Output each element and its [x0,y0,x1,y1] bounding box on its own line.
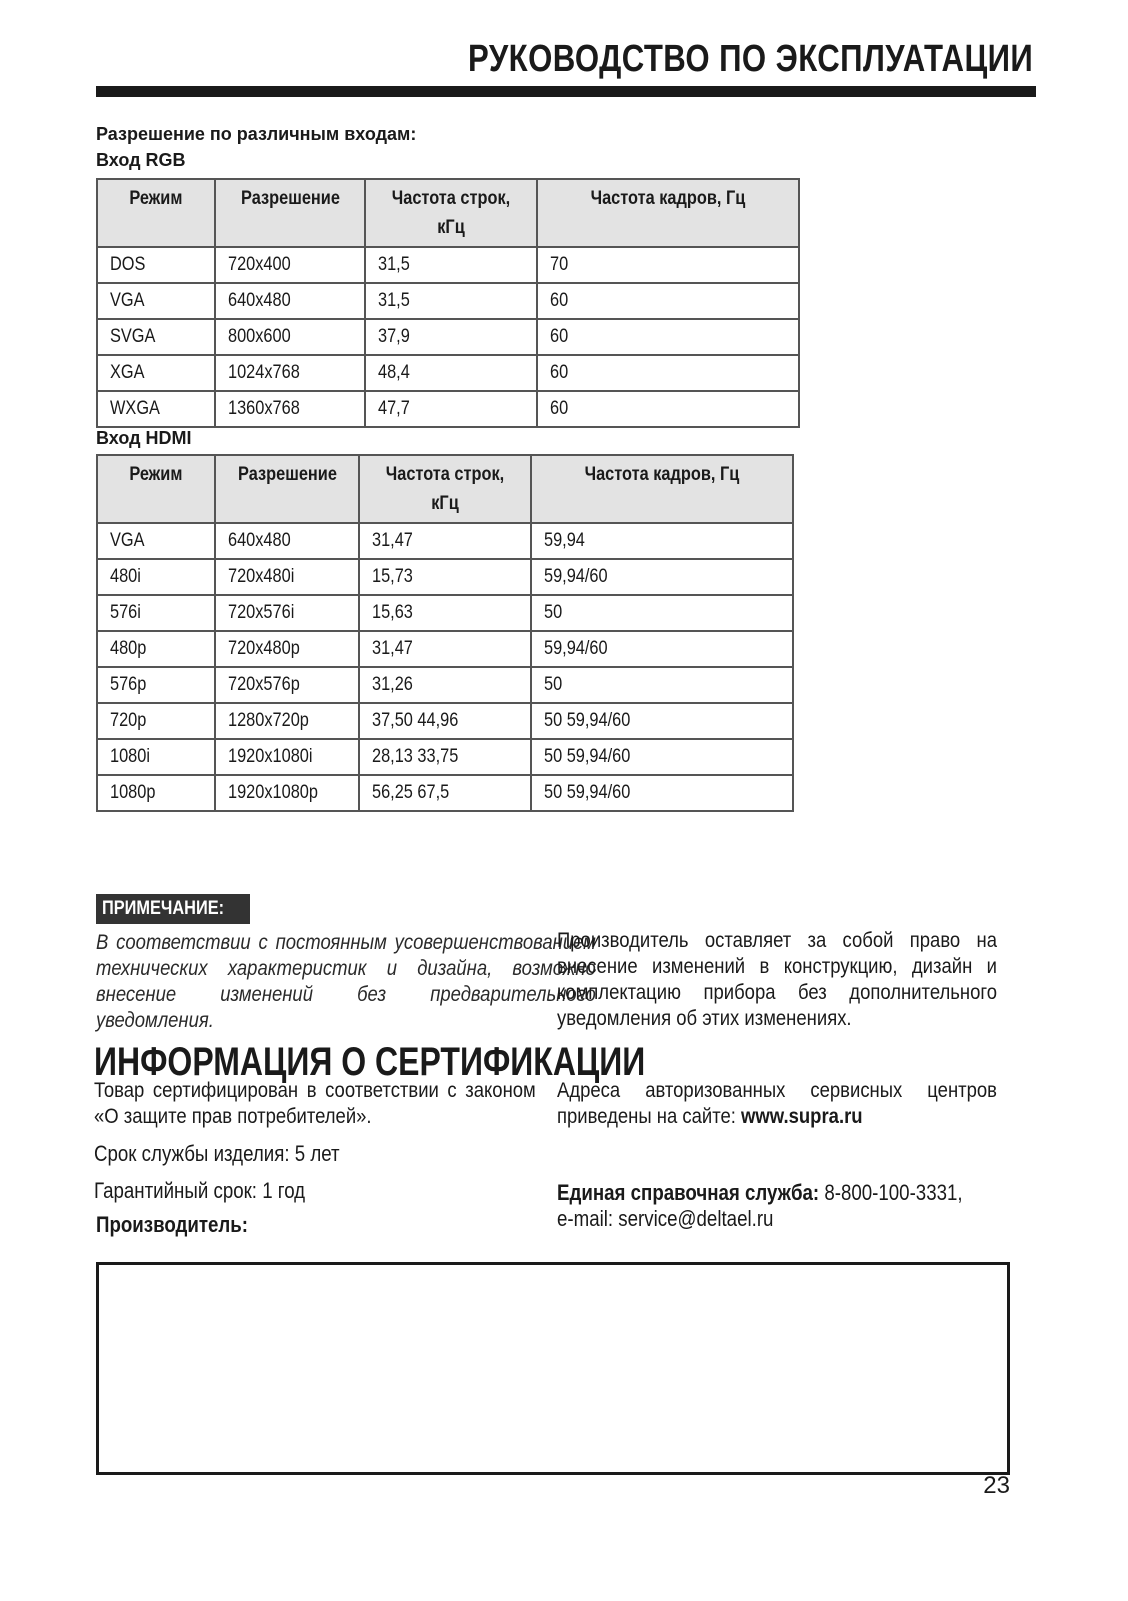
cell-line-frequency: 31,47 [359,523,531,559]
cell-resolution: 800x600 [215,319,365,355]
cell-resolution: 1920x1080p [215,775,359,811]
table-row [97,595,793,631]
cell-frame-rate: 60 [537,391,799,427]
warranty-period: Гарантийный срок: 1 год [94,1178,306,1203]
column-header-frame-rate: Частота кадров, Гц [531,455,793,523]
cell-mode: 1080p [97,775,215,811]
rgb-resolution-table [96,178,800,428]
column-header-line-frequency: Частота строк, кГц [359,455,531,523]
cell-frame-rate: 60 [537,355,799,391]
cell-mode: 576i [97,595,215,631]
service-life: Срок службы изделия: 5 лет [94,1141,340,1166]
cell-resolution: 720x400 [215,247,365,283]
table-header-row [97,455,793,523]
cell-mode: WXGA [97,391,215,427]
table-row [97,523,793,559]
cell-line-frequency: 37,50 44,96 [359,703,531,739]
column-header-frame-rate: Частота кадров, Гц [537,179,799,247]
cell-frame-rate: 50 59,94/60 [531,739,793,775]
hdmi-caption: Вход HDMI [96,428,192,448]
cell-resolution: 1360x768 [215,391,365,427]
hdmi-resolution-table [96,454,794,812]
table-row [97,391,799,427]
manufacturer-info-box [96,1262,1010,1475]
cell-line-frequency: 56,25 67,5 [359,775,531,811]
cell-line-frequency: 31,5 [365,283,537,319]
note-label: ПРИМЕЧАНИЕ: [96,894,250,924]
table-row [97,319,799,355]
table-row [97,559,793,595]
cell-mode: DOS [97,247,215,283]
helpline [557,1180,963,1206]
table-row [97,355,799,391]
table-row [97,775,793,811]
page-number: 23 [983,1472,1010,1499]
cell-frame-rate: 50 59,94/60 [531,703,793,739]
cell-resolution: 720x480i [215,559,359,595]
certified-text: Товар сертифицирован в соответствии с законом «О защите прав потребителей». [94,1079,536,1128]
cell-resolution: 1280x720p [215,703,359,739]
note-right-text: Производитель оставляет за собой право на внесение изменений в конструкцию, дизайн и комплектацию прибора без дополнительного уведомления об этих изменениях. [557,929,997,1030]
table-row [97,631,793,667]
certification-title: ИНФОРМАЦИЯ О СЕРТИФИКАЦИИ [94,1040,646,1084]
cell-resolution: 640x480 [215,523,359,559]
table-header-row [97,179,799,247]
cell-line-frequency: 31,5 [365,247,537,283]
cell-mode: 480i [97,559,215,595]
cell-line-frequency: 15,73 [359,559,531,595]
cell-frame-rate: 50 59,94/60 [531,775,793,811]
table-row [97,283,799,319]
cell-frame-rate: 60 [537,319,799,355]
helpline-phone: 8-800-100-3331, [819,1180,963,1205]
cell-resolution: 640x480 [215,283,365,319]
table-row [97,739,793,775]
cell-mode: VGA [97,283,215,319]
column-header-line-frequency: Частота строк, кГц [365,179,537,247]
cell-resolution: 1024x768 [215,355,365,391]
helpline-label: Единая справочная служба: [557,1180,820,1205]
rgb-caption: Вход RGB [96,150,186,170]
column-header-resolution: Разрешение [215,455,359,523]
cell-line-frequency: 31,26 [359,667,531,703]
cell-mode: VGA [97,523,215,559]
cell-resolution: 720x576i [215,595,359,631]
service-centers-text: Адреса авторизованных сервисных центров приведены на сайте: www.supra.ru [557,1079,997,1128]
cell-mode: 480p [97,631,215,667]
note-left-text: В соответствии с постоянным усовершенствованием технических характеристик и дизайна, возможно внесение изменений без предварительного уведомления. [96,931,596,1032]
cell-resolution: 1920x1080i [215,739,359,775]
table-row [97,247,799,283]
cell-line-frequency: 37,9 [365,319,537,355]
cell-line-frequency: 47,7 [365,391,537,427]
cell-line-frequency: 28,13 33,75 [359,739,531,775]
cell-mode: SVGA [97,319,215,355]
column-header-resolution: Разрешение [215,179,365,247]
cell-mode: 1080i [97,739,215,775]
cell-resolution: 720x576p [215,667,359,703]
cell-frame-rate: 60 [537,283,799,319]
website-link[interactable]: www.supra.ru [741,1105,863,1128]
cell-frame-rate: 50 [531,667,793,703]
cell-line-frequency: 15,63 [359,595,531,631]
cell-frame-rate: 70 [537,247,799,283]
cell-frame-rate: 59,94 [531,523,793,559]
email-line: e-mail: service@deltael.ru [557,1206,774,1231]
cell-line-frequency: 31,47 [359,631,531,667]
table-row [97,667,793,703]
cell-frame-rate: 50 [531,595,793,631]
column-header-mode: Режим [97,455,215,523]
page-header-title: РУКОВОДСТВО ПО ЭКСПЛУАТАЦИИ [467,38,1033,80]
header-rule [96,86,1036,97]
cell-resolution: 720x480p [215,631,359,667]
resolution-heading: Разрешение по различным входам: [96,124,417,144]
cell-mode: 720p [97,703,215,739]
cell-mode: 576p [97,667,215,703]
table-row [97,703,793,739]
cell-frame-rate: 59,94/60 [531,631,793,667]
cell-line-frequency: 48,4 [365,355,537,391]
column-header-mode: Режим [97,179,215,247]
cell-mode: XGA [97,355,215,391]
cell-frame-rate: 59,94/60 [531,559,793,595]
manufacturer-label: Производитель: [96,1212,249,1237]
